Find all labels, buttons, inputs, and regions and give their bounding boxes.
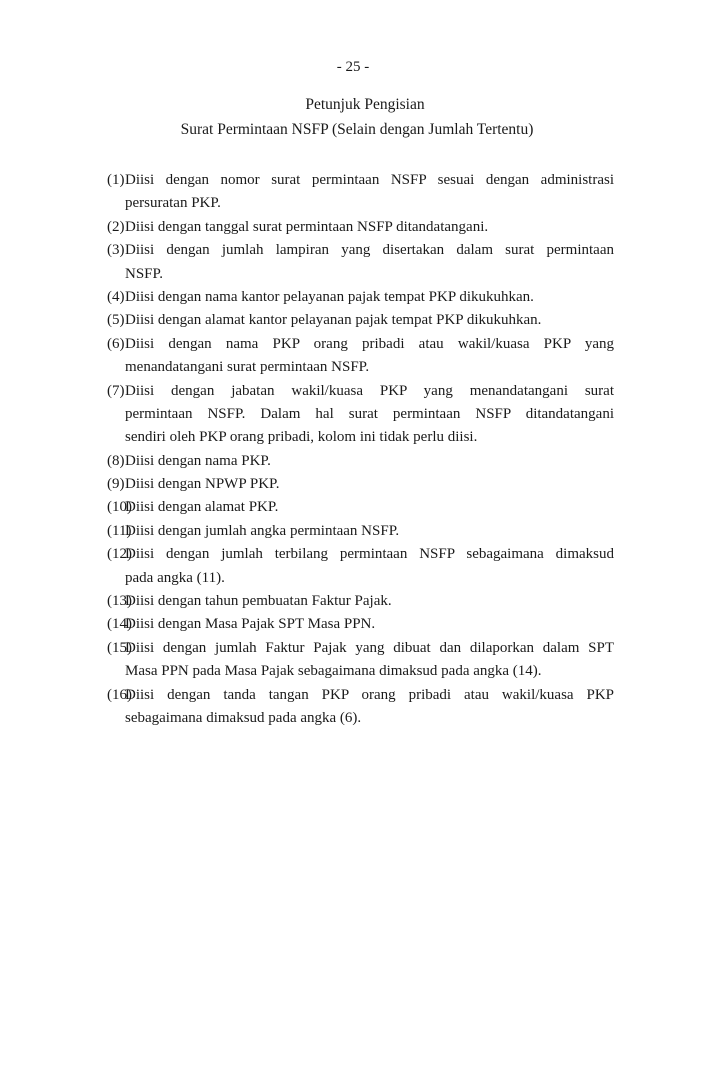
item-number: (13) bbox=[107, 593, 132, 610]
page-number: - 25 - bbox=[336, 59, 370, 75]
item-number: (16) bbox=[107, 686, 132, 703]
item-text-line: Diisi dengan tahun pembuatan Faktur Pajak. bbox=[125, 593, 392, 610]
list-item bbox=[107, 520, 614, 543]
item-text-line: Diisi dengan jumlah angka permintaan NSFP. bbox=[125, 522, 400, 539]
item-text-line: Diisi dengan Masa Pajak SPT Masa PPN. bbox=[125, 616, 376, 633]
item-text-line: Diisi dengan nama PKP orang pribadi atau wakil/kuasa PKP yang bbox=[125, 335, 614, 352]
list-item bbox=[107, 473, 614, 496]
item-text-line: Diisi dengan NPWP PKP. bbox=[125, 476, 280, 493]
list-item bbox=[107, 637, 614, 684]
document-subtitle: Surat Permintaan NSFP (Selain dengan Jumlah Tertentu) bbox=[180, 121, 534, 138]
list-item bbox=[107, 590, 614, 613]
item-text-line: permintaan NSFP. Dalam hal surat permintaan NSFP ditandatangani bbox=[125, 405, 614, 422]
item-number: (12) bbox=[107, 546, 132, 563]
item-number: (9) bbox=[107, 476, 125, 493]
item-number: (6) bbox=[107, 335, 125, 352]
item-text-line: menandatangani surat permintaan NSFP. bbox=[125, 359, 370, 376]
item-text-line: Diisi dengan nomor surat permintaan NSFP sesuai dengan administrasi bbox=[125, 172, 614, 188]
item-text-line: Diisi dengan jumlah lampiran yang disertakan dalam surat permintaan bbox=[125, 242, 614, 259]
list-item bbox=[107, 333, 614, 380]
list-item bbox=[107, 496, 614, 519]
item-text-line: Diisi dengan alamat kantor pelayanan pajak tempat PKP dikukuhkan. bbox=[125, 312, 542, 329]
item-text-line: NSFP. bbox=[125, 265, 163, 282]
item-text-line: Masa PPN pada Masa Pajak sebagaimana dimaksud pada angka (14). bbox=[125, 663, 542, 680]
item-text-line: sebagaimana dimaksud pada angka (6). bbox=[125, 709, 362, 726]
item-text-line: persuratan PKP. bbox=[125, 195, 221, 212]
item-number: (11) bbox=[107, 522, 132, 539]
item-text-line: Diisi dengan tanggal surat permintaan NSFP ditandatangani. bbox=[125, 218, 489, 235]
item-text-line: Diisi dengan nama kantor pelayanan pajak tempat PKP dikukuhkan. bbox=[125, 288, 534, 305]
list-item bbox=[107, 380, 614, 450]
item-number: (15) bbox=[107, 639, 132, 656]
item-text-line: pada angka (11). bbox=[125, 569, 225, 586]
item-number: (5) bbox=[107, 312, 125, 329]
document-title: Petunjuk Pengisian bbox=[305, 96, 425, 113]
list-item bbox=[107, 239, 614, 286]
item-number: (10) bbox=[107, 499, 132, 516]
list-item bbox=[107, 450, 614, 473]
item-number: (2) bbox=[107, 218, 125, 235]
item-text-line: Diisi dengan jumlah Faktur Pajak yang dibuat dan dilaporkan dalam SPT bbox=[125, 639, 614, 656]
item-number: (14) bbox=[107, 616, 132, 633]
list-item bbox=[107, 169, 614, 216]
item-number: (1) bbox=[107, 172, 125, 188]
item-number: (7) bbox=[107, 382, 125, 399]
list-item bbox=[107, 543, 614, 590]
item-text-line: Diisi dengan jabatan wakil/kuasa PKP yang menandatangani surat bbox=[125, 382, 614, 399]
item-text-line: Diisi dengan tanda tangan PKP orang pribadi atau wakil/kuasa PKP bbox=[125, 686, 614, 703]
instruction-list bbox=[107, 169, 614, 730]
list-item bbox=[107, 613, 614, 636]
item-number: (8) bbox=[107, 452, 125, 469]
list-item bbox=[107, 286, 614, 309]
list-item bbox=[107, 309, 614, 332]
list-item bbox=[107, 684, 614, 731]
item-number: (3) bbox=[107, 242, 125, 259]
item-text-line: sendiri oleh PKP orang pribadi, kolom ini tidak perlu diisi. bbox=[125, 429, 478, 446]
list-item bbox=[107, 216, 614, 239]
item-text-line: Diisi dengan jumlah terbilang permintaan NSFP sebagaimana dimaksud bbox=[125, 546, 614, 563]
item-number: (4) bbox=[107, 288, 125, 305]
item-text-line: Diisi dengan nama PKP. bbox=[125, 452, 271, 469]
item-text-line: Diisi dengan alamat PKP. bbox=[125, 499, 279, 516]
